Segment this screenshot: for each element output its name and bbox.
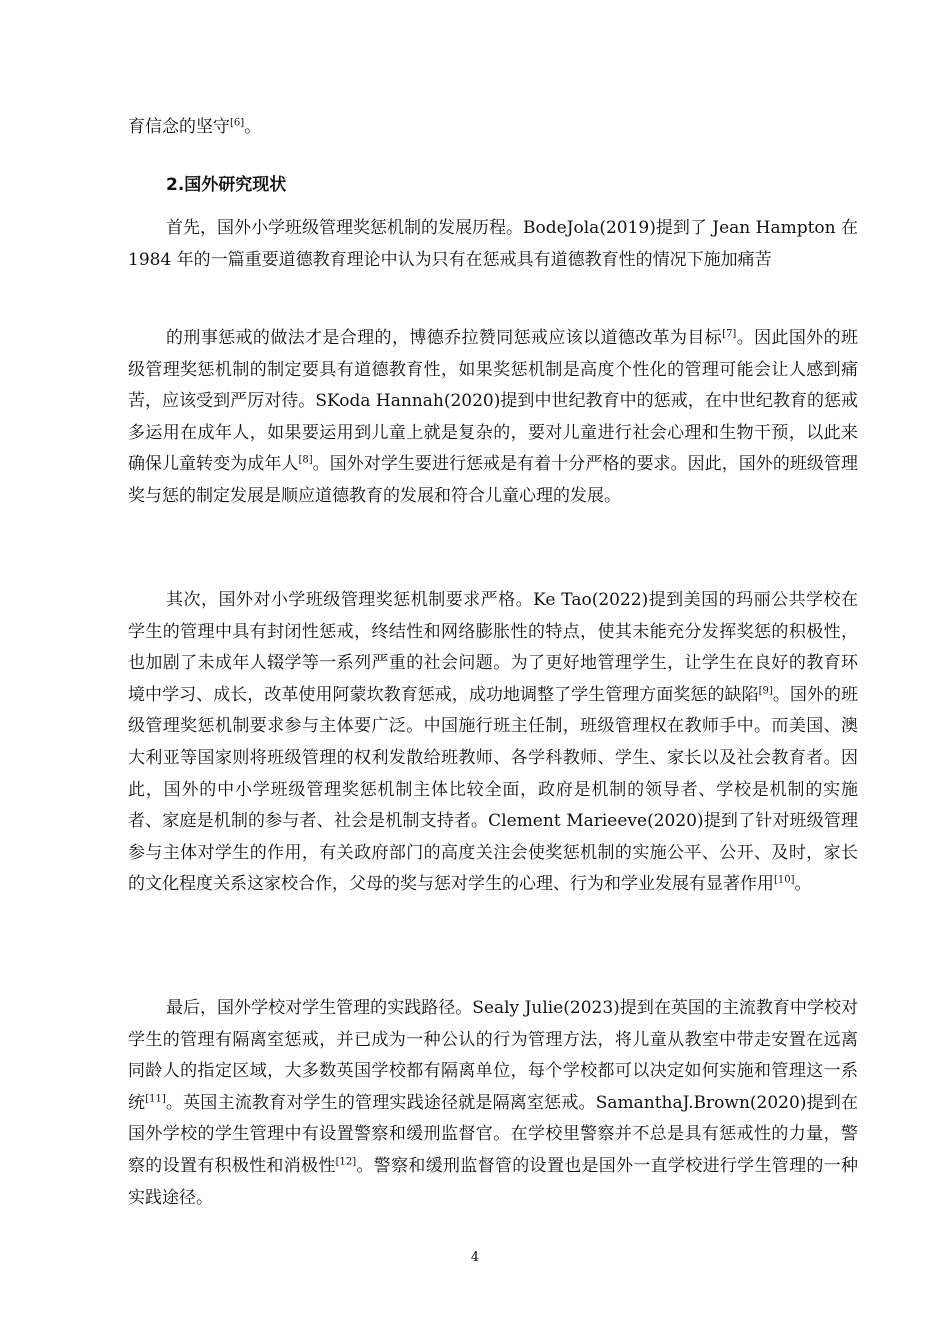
section-heading: 2.国外研究现状 [166,175,287,195]
paragraph-text: 。国外对学生要进行惩戒是有着十分严格的要求。因此，国外的班级管理奖与惩的制定发展是顺应道德教育的发展和符合儿童心理的发展。 [128,454,859,506]
page-number: 4 [470,1250,480,1265]
paragraph-1 [128,213,858,276]
paragraph-text: 。警察和缓刑监督管的设置也是国外一直学校进行学生管理的一种实践途径。 [128,1155,859,1208]
paragraph-text: 。国外的班级管理奖惩机制要求参与主体要广泛。中国施行班主任制，班级管理权在教师手中。而美国、澳大利亚等国家则将班级管理的权利发散给班教师、各学科教师、学生、家长以及社会教育者。因此，国外的中小学班级管理奖惩机制主体比较全面，政府是机制的领导者、学校是机制的实施者、家庭是机制的参与者、社会是机制支持者。Clement Marieeve(2020)提到了针对班级管理参与主体对学生的作用，有关政府部门的高度关注会使奖惩机制的实施公平、公开、及时，家长的文化程度关系这家校合作，父母的奖与惩对学生的心理、行为和学业发展有显著作用 [128,684,858,895]
paragraph-text: 。 [244,117,262,137]
citation-ref: [12] [335,1156,357,1168]
paragraph-4 [128,993,858,1214]
continuation-paragraph [128,112,858,144]
paragraph-text: 育信念的坚守 [128,117,230,137]
paragraph-text: 的刑事惩戒的做法才是合理的，博德乔拉赞同惩戒应该以道德改革为目标 [166,328,723,348]
paragraph-text: 其次，国外对小学班级管理奖惩机制要求严格。Ke Tao(2022)提到美国的玛丽公共学校在学生的管理中具有封闭性惩戒，终结性和网络膨胀性的特点，使其未能充分发挥奖惩的积极性，也加剧了未成年人辍学等一系列严重的社会问题。为了更好地管理学生，让学生在良好的教育环境中学习、成长，改革使用阿蒙坎教育惩戒，成功地调整了学生管理方面奖惩的缺陷 [128,590,858,705]
citation-ref: [10] [774,874,795,886]
citation-ref: [6] [230,117,245,129]
paragraph-text: 。因此国外的班级管理奖惩机制的制定要具有道德教育性，如果奖惩机制是高度个性化的管理可能会让人感到痛苦，应该受到严厉对待。SKoda Hannah(2020)提到中世纪教育中的惩戒，在中世纪教育的惩戒多运用在成年人，如果要运用到儿童上就是复杂的，要对儿童进行社会心理和生物干预，以此来确保儿童转变为成年人 [128,328,859,475]
citation-ref: [11] [145,1093,166,1105]
citation-ref: [9] [758,685,773,697]
paragraph-text: 。英国主流教育对学生的管理实践途径就是隔离室惩戒。SamanthaJ.Brown(2020)提到在国外学校的学生管理中有设置警察和缓刑监督官。在学校里警察并不总是具有惩戒性的力量，警察的设置有积极性和消极性 [128,1092,859,1176]
paragraph-2 [128,323,858,513]
citation-ref: [7] [722,328,737,340]
paragraph-text: 首先，国外小学班级管理奖惩机制的发展历程。BodeJola(2019)提到了 Jean Hampton 在 1984 年的一篇重要道德教育理论中认为只有在惩戒具有道德教育性的情况下施加痛苦 [128,218,858,270]
citation-ref: [8] [298,454,313,466]
paragraph-text: 最后，国外学校对学生管理的实践路径。Sealy Julie(2023)提到在英国的主流教育中学校对学生的管理有隔离室惩戒，并已成为一种公认的行为管理方法，将儿童从教室中带走安置在远离同龄人的指定区域，大多数英国学校都有隔离单位，每个学校都可以决定如何实施和管理这一系统 [128,998,858,1113]
paragraph-text: 。 [794,874,812,895]
paragraph-3 [128,585,858,901]
